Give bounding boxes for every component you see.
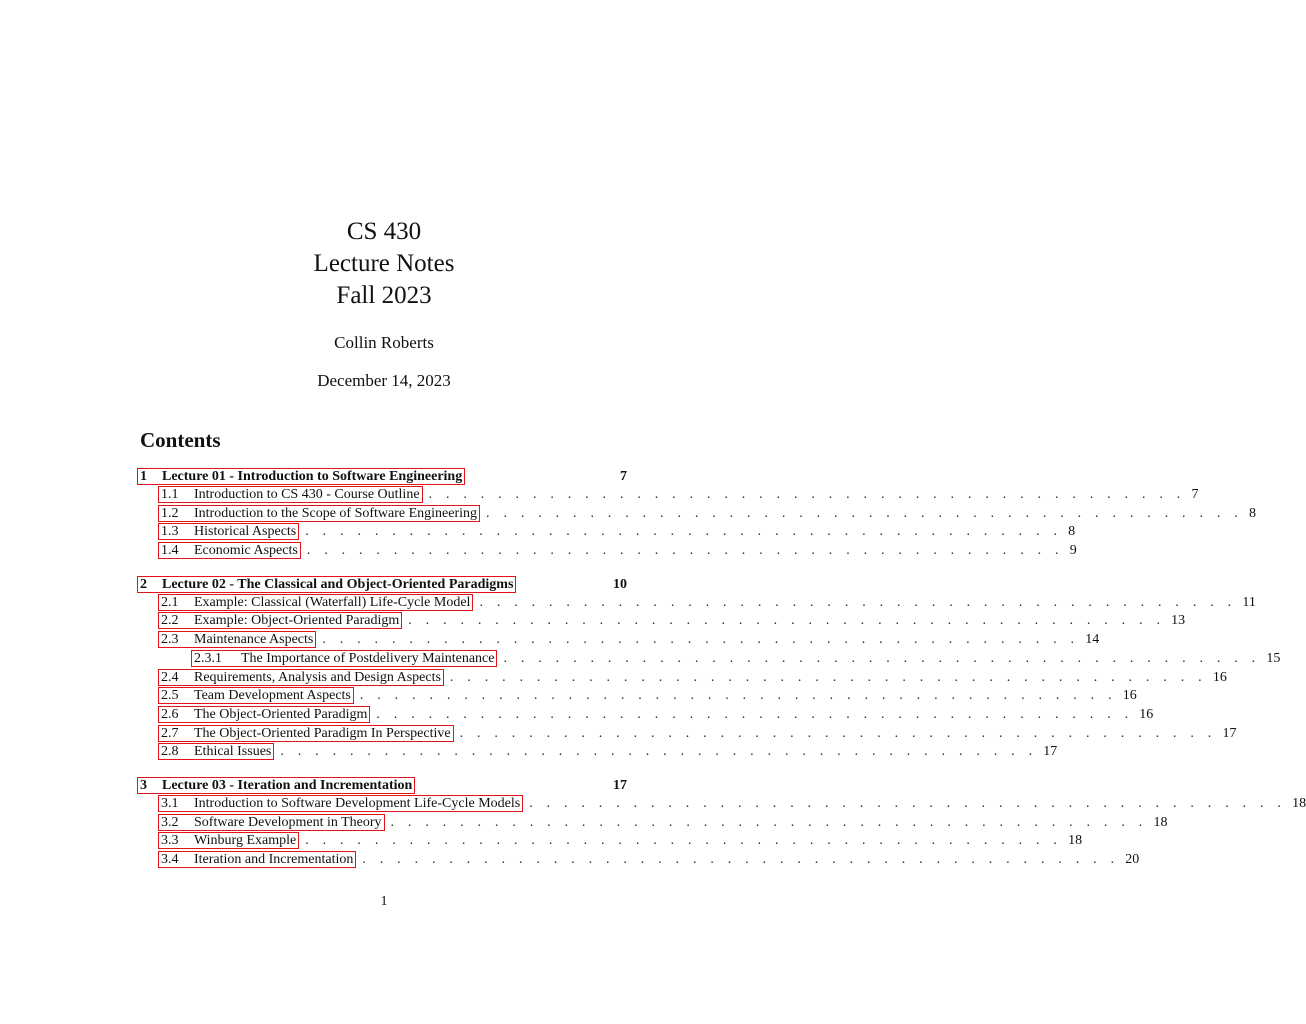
toc-subsection-title: Introduction to Software Development Life-Cycle Models xyxy=(194,795,521,811)
toc-subsection-link[interactable] xyxy=(158,706,370,723)
toc-subsection-number: 2.3 xyxy=(161,632,179,648)
toc-subsection-number: 1.4 xyxy=(161,543,179,559)
toc-subsection-page: 8 xyxy=(1068,524,1076,540)
toc-dot-leader: . . . . . . . . . . . . . . . . . . . . . . . . . . . . . . . . . . . . . . . . . . . . xyxy=(305,524,1063,540)
toc-subsection-title: Maintenance Aspects xyxy=(194,632,314,648)
toc-section-page: 7 xyxy=(620,469,627,484)
toc-dot-leader: . . . . . . . . . . . . . . . . . . . . . . . . . . . . . . . . . . . . . . . . . . . . xyxy=(408,613,1166,629)
toc-subsection-row xyxy=(137,669,1227,688)
toc-subsection-page: 16 xyxy=(1212,669,1227,685)
toc-subsection-row xyxy=(137,795,1306,814)
toc-dot-leader: . . . . . . . . . . . . . . . . . . . . . . . . . . . . . . . . . . . . . . . . . . . . xyxy=(280,744,1038,760)
toc-subsection-number: 3.4 xyxy=(161,852,179,867)
toc-subsection-link[interactable] xyxy=(158,594,473,611)
toc-dot-leader: . . . . . . . . . . . . . . . . . . . . . . . . . . . . . . . . . . . . . . . . . . . . xyxy=(322,632,1080,648)
toc-dot-leader: . . . . . . . . . . . . . . . . . . . . . . . . . . . . . . . . . . . . . . . . . . . . xyxy=(529,795,1287,811)
toc-gap xyxy=(137,561,627,575)
toc-subsection-link[interactable] xyxy=(158,669,444,686)
toc-subsection-title: The Importance of Postdelivery Maintenance xyxy=(241,650,495,666)
toc-subsection-page: 8 xyxy=(1248,505,1256,521)
toc-subsection-row xyxy=(137,542,1077,561)
toc-subsection-link[interactable] xyxy=(158,523,299,540)
toc-subsection-title: Example: Object-Oriented Paradigm xyxy=(194,613,400,629)
toc-subsubsection-link[interactable] xyxy=(191,650,497,667)
toc-subsection-row xyxy=(137,486,1199,505)
toc-subsection-page: 17 xyxy=(1222,725,1237,741)
toc-subsection-link[interactable] xyxy=(158,631,316,648)
page-number: 1 xyxy=(380,894,388,909)
toc-dot-leader: . . . . . . . . . . . . . . . . . . . . . . . . . . . . . . . . . . . . . . . . . . . . xyxy=(428,487,1186,502)
toc-subsection-number: 2.2 xyxy=(161,613,179,629)
toc-subsection-page: 18 xyxy=(1068,833,1083,849)
toc-subsection-link[interactable] xyxy=(158,832,299,849)
toc-subsection-number: 2.8 xyxy=(161,744,179,760)
toc-dot-leader: . . . . . . . . . . . . . . . . . . . . . . . . . . . . . . . . . . . . . . . . . . . . xyxy=(376,706,1134,722)
toc-subsection-link[interactable] xyxy=(158,486,423,503)
toc-subsection-link[interactable] xyxy=(158,851,356,868)
toc-subsection-link[interactable] xyxy=(158,814,385,831)
toc-subsection-title: Winburg Example xyxy=(194,833,297,849)
toc-subsection-page: 18 xyxy=(1292,795,1306,811)
toc-dot-leader: . . . . . . . . . . . . . . . . . . . . . . . . . . . . . . . . . . . . . . . . . . . . xyxy=(362,852,1120,867)
toc-subsection-page: 13 xyxy=(1171,613,1186,629)
toc-dot-leader: . . . . . . . . . . . . . . . . . . . . . . . . . . . . . . . . . . . . . . . . . . . . xyxy=(486,505,1243,521)
title-line-term: Fall 2023 xyxy=(336,282,432,309)
toc-subsection-title: Introduction to CS 430 - Course Outline xyxy=(194,487,420,502)
toc-subsection-page: 16 xyxy=(1139,706,1154,722)
toc-subsection-number: 2.4 xyxy=(161,669,179,685)
toc-subsection-row xyxy=(137,612,1186,631)
toc-subsection-title: Introduction to the Scope of Software Engineering xyxy=(194,505,478,521)
title-line-course: CS 430 xyxy=(346,218,422,245)
toc-subsection-title: Example: Classical (Waterfall) Life-Cycle Model xyxy=(194,594,471,610)
toc-dot-leader: . . . . . . . . . . . . . . . . . . . . . . . . . . . . . . . . . . . . . . . . . . . . xyxy=(459,725,1217,741)
toc-subsection-page: 20 xyxy=(1125,852,1140,867)
toc-subsection-row xyxy=(137,832,1083,851)
toc-section-link[interactable] xyxy=(137,576,516,593)
document-title xyxy=(0,216,768,312)
toc-subsection-number: 2.5 xyxy=(161,688,179,704)
toc-section-page: 10 xyxy=(613,576,627,592)
toc-dot-leader: . . . . . . . . . . . . . . . . . . . . . . . . . . . . . . . . . . . . . . . . . . . . xyxy=(449,669,1207,685)
toc-subsection-row xyxy=(137,725,1237,744)
toc-subsection-title: Economic Aspects xyxy=(194,543,298,559)
contents-heading: Contents xyxy=(140,428,221,452)
toc-subsection-number: 3.1 xyxy=(161,795,179,811)
toc-section-title: Lecture 01 - Introduction to Software Engineering xyxy=(162,469,463,484)
toc-subsection-page: 9 xyxy=(1069,543,1077,559)
toc-subsection-page: 7 xyxy=(1191,487,1199,502)
toc-subsection-number: 2.3.1 xyxy=(194,650,222,666)
toc-subsection-number: 1.1 xyxy=(161,487,179,502)
toc-section-number: 2 xyxy=(140,576,147,592)
toc-subsection-number: 3.3 xyxy=(161,833,179,849)
toc-subsection-title: Software Development in Theory xyxy=(194,814,382,830)
toc-section-number: 3 xyxy=(140,777,147,793)
toc-subsection-page: 18 xyxy=(1153,814,1168,830)
toc-section-title: Lecture 02 - The Classical and Object-Oriented Paradigms xyxy=(162,576,514,592)
toc-subsection-page: 14 xyxy=(1085,632,1100,648)
toc-subsection-row xyxy=(137,814,1168,833)
toc-subsection-row xyxy=(137,851,1140,870)
toc-section-row xyxy=(137,467,627,486)
toc-section-link[interactable] xyxy=(137,777,415,794)
toc-dot-leader: . . . . . . . . . . . . . . . . . . . . . . . . . . . . . . . . . . . . . . . . . . . . xyxy=(390,814,1148,830)
toc-subsection-number: 2.1 xyxy=(161,594,179,610)
toc-dot-leader: . . . . . . . . . . . . . . . . . . . . . . . . . . . . . . . . . . . . . . . . . . . . xyxy=(359,688,1117,704)
toc-subsection-link[interactable] xyxy=(158,743,274,760)
toc-section-page: 17 xyxy=(613,777,627,793)
toc-dot-leader: . . . . . . . . . . . . . . . . . . . . . . . . . . . . . . . . . . . . . . . . . . . . xyxy=(479,594,1237,610)
table-of-contents xyxy=(137,467,1306,870)
toc-subsection-title: Ethical Issues xyxy=(194,744,272,760)
toc-dot-leader: . . . . . . . . . . . . . . . . . . . . . . . . . . . . . . . . . . . . . . . . . . . . xyxy=(306,543,1064,559)
toc-subsection-title: The Object-Oriented Paradigm xyxy=(194,706,368,722)
author-name: Collin Roberts xyxy=(334,333,434,352)
toc-subsection-number: 1.2 xyxy=(161,505,179,521)
toc-dot-leader: . . . . . . . . . . . . . . . . . . . . . . . . . . . . . . . . . . . . . . . . . . . . xyxy=(305,833,1063,849)
toc-subsection-number: 2.7 xyxy=(161,725,179,741)
toc-section-link[interactable] xyxy=(137,468,465,485)
toc-subsection-link[interactable] xyxy=(158,542,301,559)
toc-subsection-row xyxy=(137,631,1100,650)
toc-subsection-title: Iteration and Incrementation xyxy=(194,852,354,867)
toc-subsection-page: 17 xyxy=(1043,744,1058,760)
toc-subsection-link[interactable] xyxy=(158,687,354,704)
toc-subsection-number: 1.3 xyxy=(161,524,179,540)
toc-section-number: 1 xyxy=(140,469,147,484)
toc-subsection-number: 2.6 xyxy=(161,706,179,722)
toc-subsection-link[interactable] xyxy=(158,612,402,629)
toc-section-row xyxy=(137,776,627,795)
toc-subsection-title: Historical Aspects xyxy=(194,524,297,540)
toc-subsection-title: The Object-Oriented Paradigm In Perspective xyxy=(194,725,451,741)
toc-subsection-number: 3.2 xyxy=(161,814,179,830)
title-line-notes: Lecture Notes xyxy=(313,250,455,277)
toc-subsection-row xyxy=(137,687,1137,706)
toc-subsection-page: 16 xyxy=(1122,688,1137,704)
toc-subsection-row xyxy=(137,743,1058,762)
toc-subsection-page: 15 xyxy=(1266,650,1281,666)
toc-subsubsection-row xyxy=(137,650,1281,669)
toc-subsection-row xyxy=(137,594,1256,613)
toc-dot-leader: . . . . . . . . . . . . . . . . . . . . . . . . . . . . . . . . . . . . . . . . . . . . xyxy=(503,650,1261,666)
toc-subsection-link[interactable] xyxy=(158,505,480,522)
toc-subsection-title: Requirements, Analysis and Design Aspects xyxy=(194,669,441,685)
toc-subsection-page: 11 xyxy=(1242,594,1256,610)
toc-subsection-title: Team Development Aspects xyxy=(194,688,351,704)
toc-subsection-link[interactable] xyxy=(158,795,523,812)
toc-subsection-link[interactable] xyxy=(158,725,454,742)
toc-section-title: Lecture 03 - Iteration and Incrementation xyxy=(162,777,413,793)
document-date: December 14, 2023 xyxy=(317,371,451,390)
toc-subsection-row xyxy=(137,706,1154,725)
toc-section-row xyxy=(137,575,627,594)
toc-gap xyxy=(137,762,627,776)
toc-subsection-row xyxy=(137,505,1256,524)
toc-subsection-row xyxy=(137,523,1076,542)
